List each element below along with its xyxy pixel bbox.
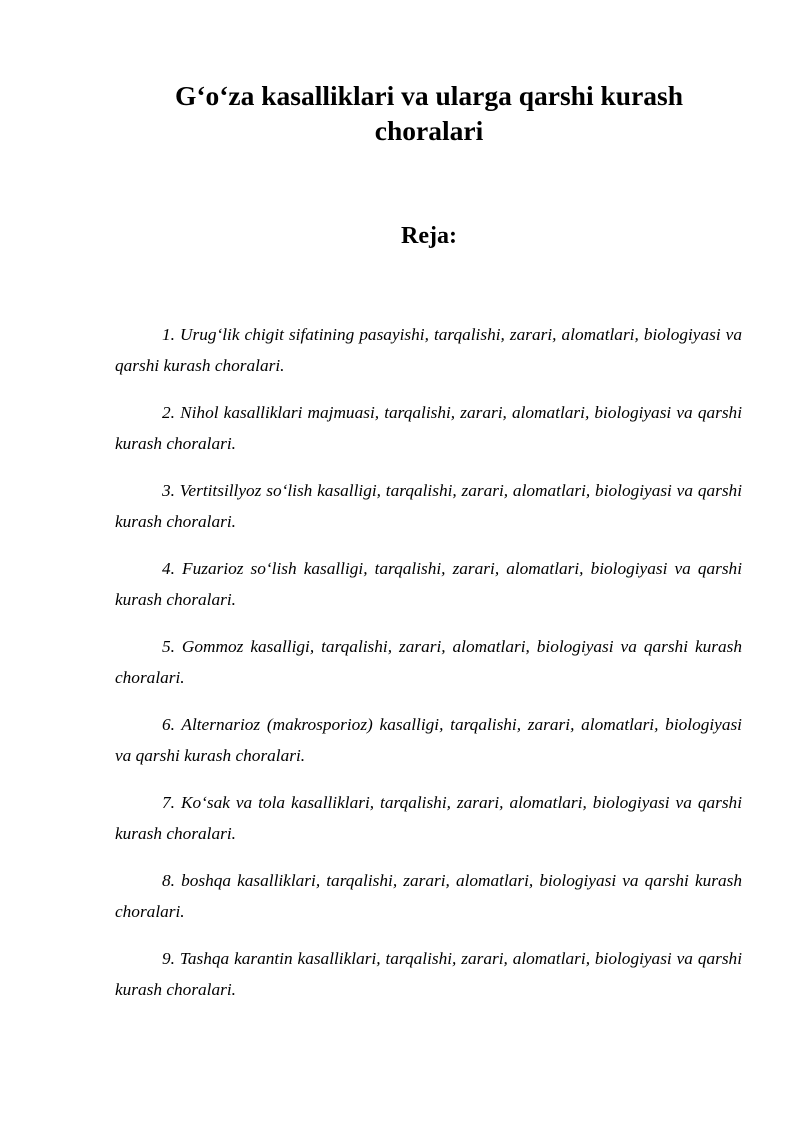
plan-item-8: 8. boshqa kasalliklari, tarqalishi, zarari, alomatlari, biologiyasi va qarshi kurash choralari.: [115, 871, 742, 921]
plan-list: [115, 319, 742, 1021]
plan-item-7: 7. Ko‘sak va tola kasalliklari, tarqalishi, zarari, alomatlari, biologiyasi va qarshi kurash choralari.: [115, 793, 742, 843]
plan-heading: Reja:: [401, 223, 457, 249]
plan-item-4: 4. Fuzarioz so‘lish kasalligi, tarqalishi, zarari, alomatlari, biologiyasi va qarshi kurash choralari.: [115, 559, 742, 609]
plan-item-2: 2. Nihol kasalliklari majmuasi, tarqalishi, zarari, alomatlari, biologiyasi va qarshi kurash choralari.: [115, 403, 742, 453]
plan-item-9: 9. Tashqa karantin kasalliklari, tarqalishi, zarari, alomatlari, biologiyasi va qarshi kurash choralari.: [115, 949, 742, 999]
plan-item-1: 1. Urug‘lik chigit sifatining pasayishi, tarqalishi, zarari, alomatlari, biologiyasi va qarshi kurash choralari.: [115, 325, 742, 375]
plan-item-3: 3. Vertitsillyoz so‘lish kasalligi, tarqalishi, zarari, alomatlari, biologiyasi va qarshi kurash choralari.: [115, 481, 742, 531]
plan-item-5: 5. Gommoz kasalligi, tarqalishi, zarari, alomatlari, biologiyasi va qarshi kurash choralari.: [115, 637, 742, 687]
document-title: G‘o‘za kasalliklari va ularga qarshi kurash choralari: [174, 80, 684, 146]
plan-item-6: 6. Alternarioz (makrosporioz) kasalligi, tarqalishi, zarari, alomatlari, biologiyasi va qarshi kurash choralari.: [115, 715, 742, 765]
